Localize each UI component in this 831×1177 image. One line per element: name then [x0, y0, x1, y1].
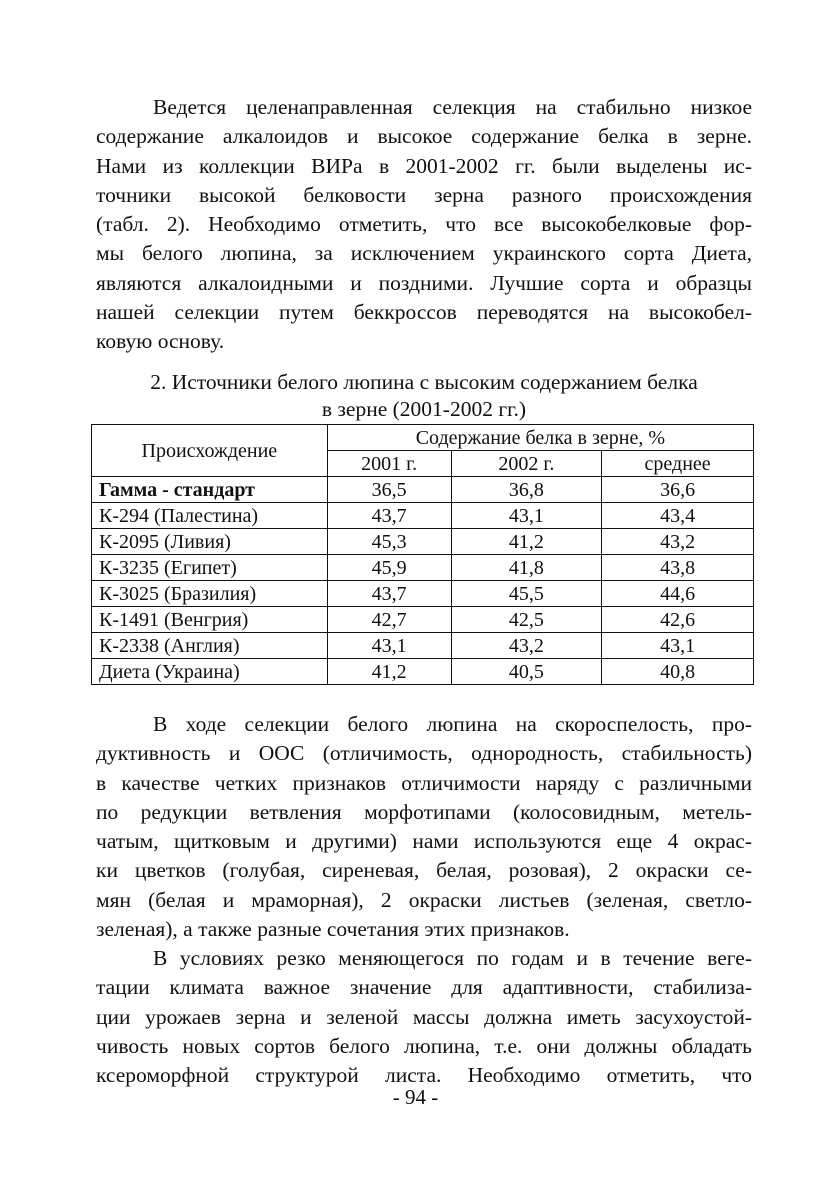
cell-2001: 43,1 — [327, 633, 451, 659]
table-row — [92, 581, 754, 607]
protein-table — [91, 424, 754, 685]
text-line: Ведется целенаправленная селекция на стабильно низкое — [153, 95, 752, 119]
cell-origin: К-3025 (Бразилия) — [92, 581, 328, 607]
text-line: точники высокой белковости зерна разного происхождения — [96, 182, 752, 207]
text-line: зеленая), а также разные сочетания этих признаков. — [96, 917, 570, 942]
cell-origin: К-2338 (Англия) — [92, 633, 328, 659]
cell-average: 40,8 — [602, 659, 754, 685]
text-line: чивость новых сортов белого люпина, т.е. они должны обладать — [96, 1033, 752, 1058]
cell-2001: 43,7 — [327, 503, 451, 529]
table-caption-line: в зерне (2001-2002 гг.) — [321, 397, 527, 421]
text-line: В условиях резко меняющегося по годам и в течение веге- — [153, 946, 752, 970]
table-row — [92, 555, 754, 581]
cell-2002: 40,5 — [451, 659, 602, 685]
text-line: ксероморфной структурой листа. Необходимо отметить, что — [96, 1063, 752, 1088]
table-row — [92, 633, 754, 659]
cell-2002: 43,2 — [451, 633, 602, 659]
table-row — [92, 503, 754, 529]
cell-2001: 41,2 — [327, 659, 451, 685]
text-line: (табл. 2). Необходимо отметить, что все высокобелковые фор- — [96, 212, 752, 237]
table-caption-line: 2. Источники белого люпина с высоким содержанием белка — [150, 370, 698, 394]
text-line: в качестве четких признаков отличимости наряду с различными — [96, 770, 752, 795]
cell-2002: 42,5 — [451, 607, 602, 633]
text-line: Нами из коллекции ВИРа в 2001-2002 гг. были выделены ис- — [96, 153, 752, 178]
page-number: - 94 - — [392, 1085, 439, 1109]
table-caption — [96, 369, 752, 423]
text-line: являются алкалоидными и поздними. Лучшие сорта и образцы — [96, 270, 752, 295]
header-2001: 2001 г. — [327, 451, 451, 477]
table-row — [92, 477, 754, 503]
text-line: тации климата важное значение для адаптивности, стабилиза- — [96, 975, 752, 1000]
cell-2002: 41,2 — [451, 529, 602, 555]
header-average: среднее — [602, 451, 754, 477]
header-2002: 2002 г. — [451, 451, 602, 477]
cell-2002: 36,8 — [451, 477, 602, 503]
cell-average: 42,6 — [602, 607, 754, 633]
paragraph-climate — [96, 944, 752, 1090]
cell-average: 43,4 — [602, 503, 754, 529]
cell-origin: К-2095 (Ливия) — [92, 529, 328, 555]
cell-average: 43,8 — [602, 555, 754, 581]
text-line: чатым, щитковым и другими) нами используются еще 4 окрас- — [96, 829, 752, 854]
paragraph-intro — [96, 93, 752, 357]
text-line: содержание алкалоидов и высокое содержание белка в зерне. — [96, 124, 752, 149]
cell-2001: 36,5 — [327, 477, 451, 503]
text-line: дуктивность и ООС (отличимость, однородность, стабильность) — [96, 741, 752, 766]
cell-origin: К-294 (Палестина) — [92, 503, 328, 529]
cell-average: 43,2 — [602, 529, 754, 555]
text-line: ции урожаев зерна и зеленой массы должна иметь засухоустой- — [96, 1004, 752, 1029]
text-line: мы белого люпина, за исключением украинского сорта Диета, — [96, 241, 752, 266]
header-protein-content: Содержание белка в зерне, % — [327, 425, 753, 451]
text-line: мян (белая и мраморная), 2 окраски листьев (зеленая, светло- — [96, 887, 752, 912]
text-line: по редукции ветвления морфотипами (колосовидным, метель- — [96, 799, 752, 824]
cell-origin: К-1491 (Венгрия) — [92, 607, 328, 633]
cell-2001: 42,7 — [327, 607, 451, 633]
text-line: ковую основу. — [96, 329, 225, 354]
table-row — [92, 659, 754, 685]
header-origin: Происхождение — [92, 425, 328, 477]
cell-origin: Гамма - стандарт — [92, 477, 328, 503]
cell-2001: 43,7 — [327, 581, 451, 607]
cell-origin: Диета (Украина) — [92, 659, 328, 685]
cell-average: 44,6 — [602, 581, 754, 607]
cell-2002: 43,1 — [451, 503, 602, 529]
cell-2001: 45,9 — [327, 555, 451, 581]
paragraph-selection — [96, 710, 752, 944]
text-line: нашей селекции путем беккроссов переводятся на высокобел- — [96, 300, 752, 325]
cell-average: 36,6 — [602, 477, 754, 503]
text-line: В ходе селекции белого люпина на скороспелость, про- — [153, 712, 752, 736]
cell-origin: К-3235 (Египет) — [92, 555, 328, 581]
cell-average: 43,1 — [602, 633, 754, 659]
table-row — [92, 607, 754, 633]
table-header-row — [92, 425, 754, 451]
text-line: ки цветков (голубая, сиреневая, белая, розовая), 2 окраски се- — [96, 858, 752, 883]
cell-2002: 45,5 — [451, 581, 602, 607]
table-row — [92, 529, 754, 555]
cell-2001: 45,3 — [327, 529, 451, 555]
cell-2002: 41,8 — [451, 555, 602, 581]
